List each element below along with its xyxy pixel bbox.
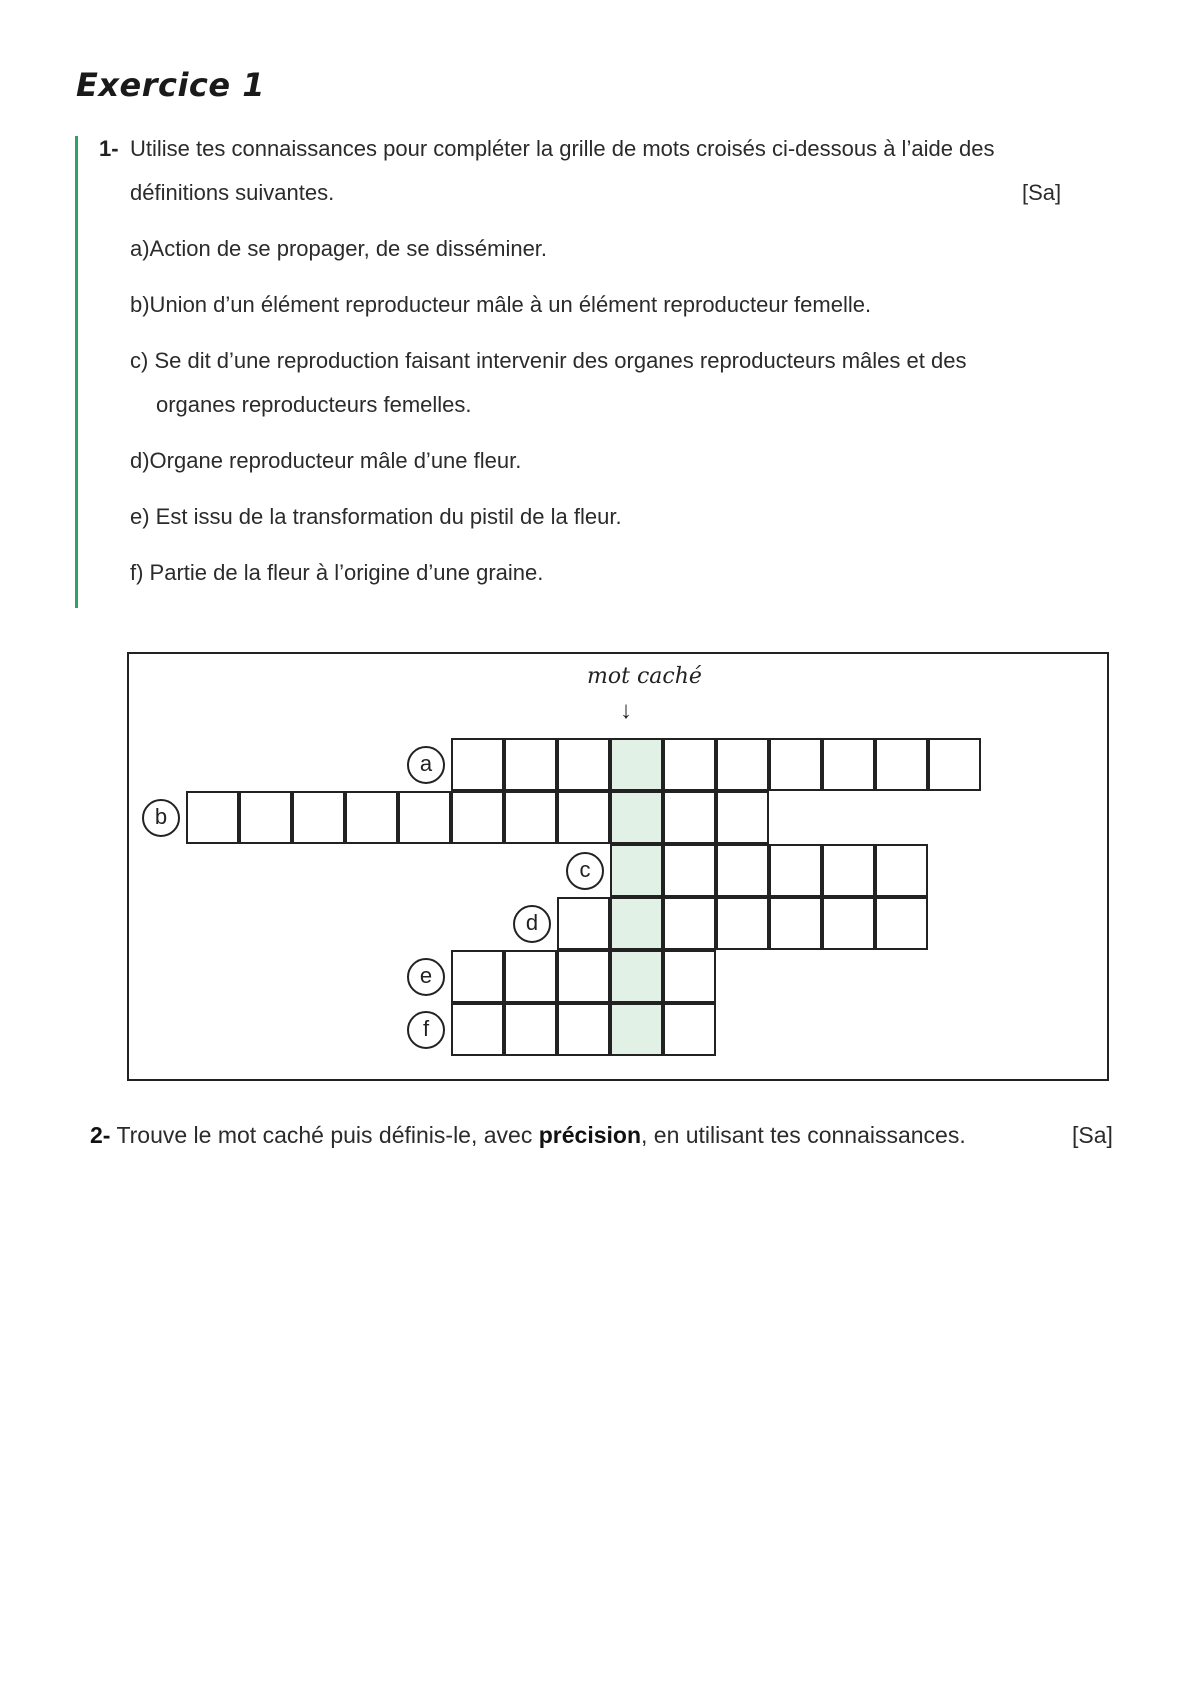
clue-marker-d: d bbox=[513, 905, 551, 943]
crossword-cell-b-4[interactable] bbox=[345, 791, 398, 844]
crossword-cell-c-4[interactable] bbox=[769, 844, 822, 897]
crossword-cell-d-2[interactable] bbox=[610, 897, 663, 950]
crossword-cell-e-4[interactable] bbox=[610, 950, 663, 1003]
crossword-cell-a-9[interactable] bbox=[875, 738, 928, 791]
crossword-cell-a-3[interactable] bbox=[557, 738, 610, 791]
crossword-cell-b-11[interactable] bbox=[716, 791, 769, 844]
crossword-cell-d-4[interactable] bbox=[716, 897, 769, 950]
crossword-cell-f-5[interactable] bbox=[663, 1003, 716, 1056]
crossword-cell-a-1[interactable] bbox=[451, 738, 504, 791]
down-arrow-icon: ↓ bbox=[620, 697, 632, 724]
crossword-cell-b-1[interactable] bbox=[186, 791, 239, 844]
definition-a: a)Action de se propager, de se disséminer. bbox=[130, 236, 548, 261]
clue-marker-b: b bbox=[142, 799, 180, 837]
crossword-cell-a-7[interactable] bbox=[769, 738, 822, 791]
crossword-cell-a-10[interactable] bbox=[928, 738, 981, 791]
crossword-cell-e-1[interactable] bbox=[451, 950, 504, 1003]
crossword-cell-c-1[interactable] bbox=[610, 844, 663, 897]
question-2-skill-tag: [Sa] bbox=[1072, 1122, 1113, 1148]
crossword-cell-b-3[interactable] bbox=[292, 791, 345, 844]
definition-e: e) Est issu de la transformation du pistil de la fleur. bbox=[130, 504, 622, 529]
crossword-cell-e-5[interactable] bbox=[663, 950, 716, 1003]
definition-f: f) Partie de la fleur à l’origine d’une graine. bbox=[130, 560, 544, 585]
crossword-cell-e-2[interactable] bbox=[504, 950, 557, 1003]
crossword-cell-d-7[interactable] bbox=[875, 897, 928, 950]
clue-marker-a: a bbox=[407, 746, 445, 784]
crossword-cell-f-4[interactable] bbox=[610, 1003, 663, 1056]
crossword-cell-b-6[interactable] bbox=[451, 791, 504, 844]
crossword-cell-c-5[interactable] bbox=[822, 844, 875, 897]
question-2-bold-word: précision bbox=[538, 1122, 641, 1148]
crossword-cell-a-8[interactable] bbox=[822, 738, 875, 791]
crossword-cell-d-6[interactable] bbox=[822, 897, 875, 950]
exercise-title: Exercice 1 bbox=[76, 66, 265, 104]
clue-marker-e: e bbox=[407, 958, 445, 996]
crossword-cell-c-2[interactable] bbox=[663, 844, 716, 897]
crossword-cell-e-3[interactable] bbox=[557, 950, 610, 1003]
crossword-cell-b-9[interactable] bbox=[610, 791, 663, 844]
question-2-text-end: , en utilisant tes connaissances. bbox=[641, 1122, 966, 1148]
crossword-cell-d-5[interactable] bbox=[769, 897, 822, 950]
crossword-cell-c-6[interactable] bbox=[875, 844, 928, 897]
question-2-number: 2- bbox=[90, 1122, 111, 1148]
question-2 bbox=[90, 1122, 966, 1149]
crossword-cell-a-4[interactable] bbox=[610, 738, 663, 791]
green-margin-bar bbox=[75, 136, 78, 608]
definition-b: b)Union d’un élément reproducteur mâle à un élément reproducteur femelle. bbox=[130, 292, 872, 317]
crossword-cell-b-5[interactable] bbox=[398, 791, 451, 844]
definition-c-continued: organes reproducteurs femelles. bbox=[156, 392, 472, 417]
crossword-cell-d-1[interactable] bbox=[557, 897, 610, 950]
question-1-line-2: définitions suivantes. bbox=[130, 180, 335, 205]
definition-c: c) Se dit d’une reproduction faisant intervenir des organes reproducteurs mâles et des bbox=[130, 348, 967, 373]
crossword-cell-a-5[interactable] bbox=[663, 738, 716, 791]
clue-marker-c: c bbox=[566, 852, 604, 890]
crossword-cell-a-2[interactable] bbox=[504, 738, 557, 791]
crossword-cell-f-3[interactable] bbox=[557, 1003, 610, 1056]
definition-d: d)Organe reproducteur mâle d’une fleur. bbox=[130, 448, 522, 473]
crossword-cell-f-2[interactable] bbox=[504, 1003, 557, 1056]
crossword-cell-b-10[interactable] bbox=[663, 791, 716, 844]
question-1-skill-tag: [Sa] bbox=[1022, 180, 1062, 205]
crossword-cell-f-1[interactable] bbox=[451, 1003, 504, 1056]
crossword-cell-d-3[interactable] bbox=[663, 897, 716, 950]
crossword-cell-b-8[interactable] bbox=[557, 791, 610, 844]
crossword-cell-b-7[interactable] bbox=[504, 791, 557, 844]
crossword-cell-c-3[interactable] bbox=[716, 844, 769, 897]
hidden-word-label: mot caché bbox=[587, 664, 702, 689]
clue-marker-f: f bbox=[407, 1011, 445, 1049]
question-1-line-1: Utilise tes connaissances pour compléter la grille de mots croisés ci-dessous à l’aide des bbox=[130, 136, 995, 161]
crossword-cell-a-6[interactable] bbox=[716, 738, 769, 791]
crossword-cell-b-2[interactable] bbox=[239, 791, 292, 844]
question-1-number: 1- bbox=[99, 136, 119, 161]
question-2-text-start: Trouve le mot caché puis définis-le, avec bbox=[116, 1122, 539, 1148]
